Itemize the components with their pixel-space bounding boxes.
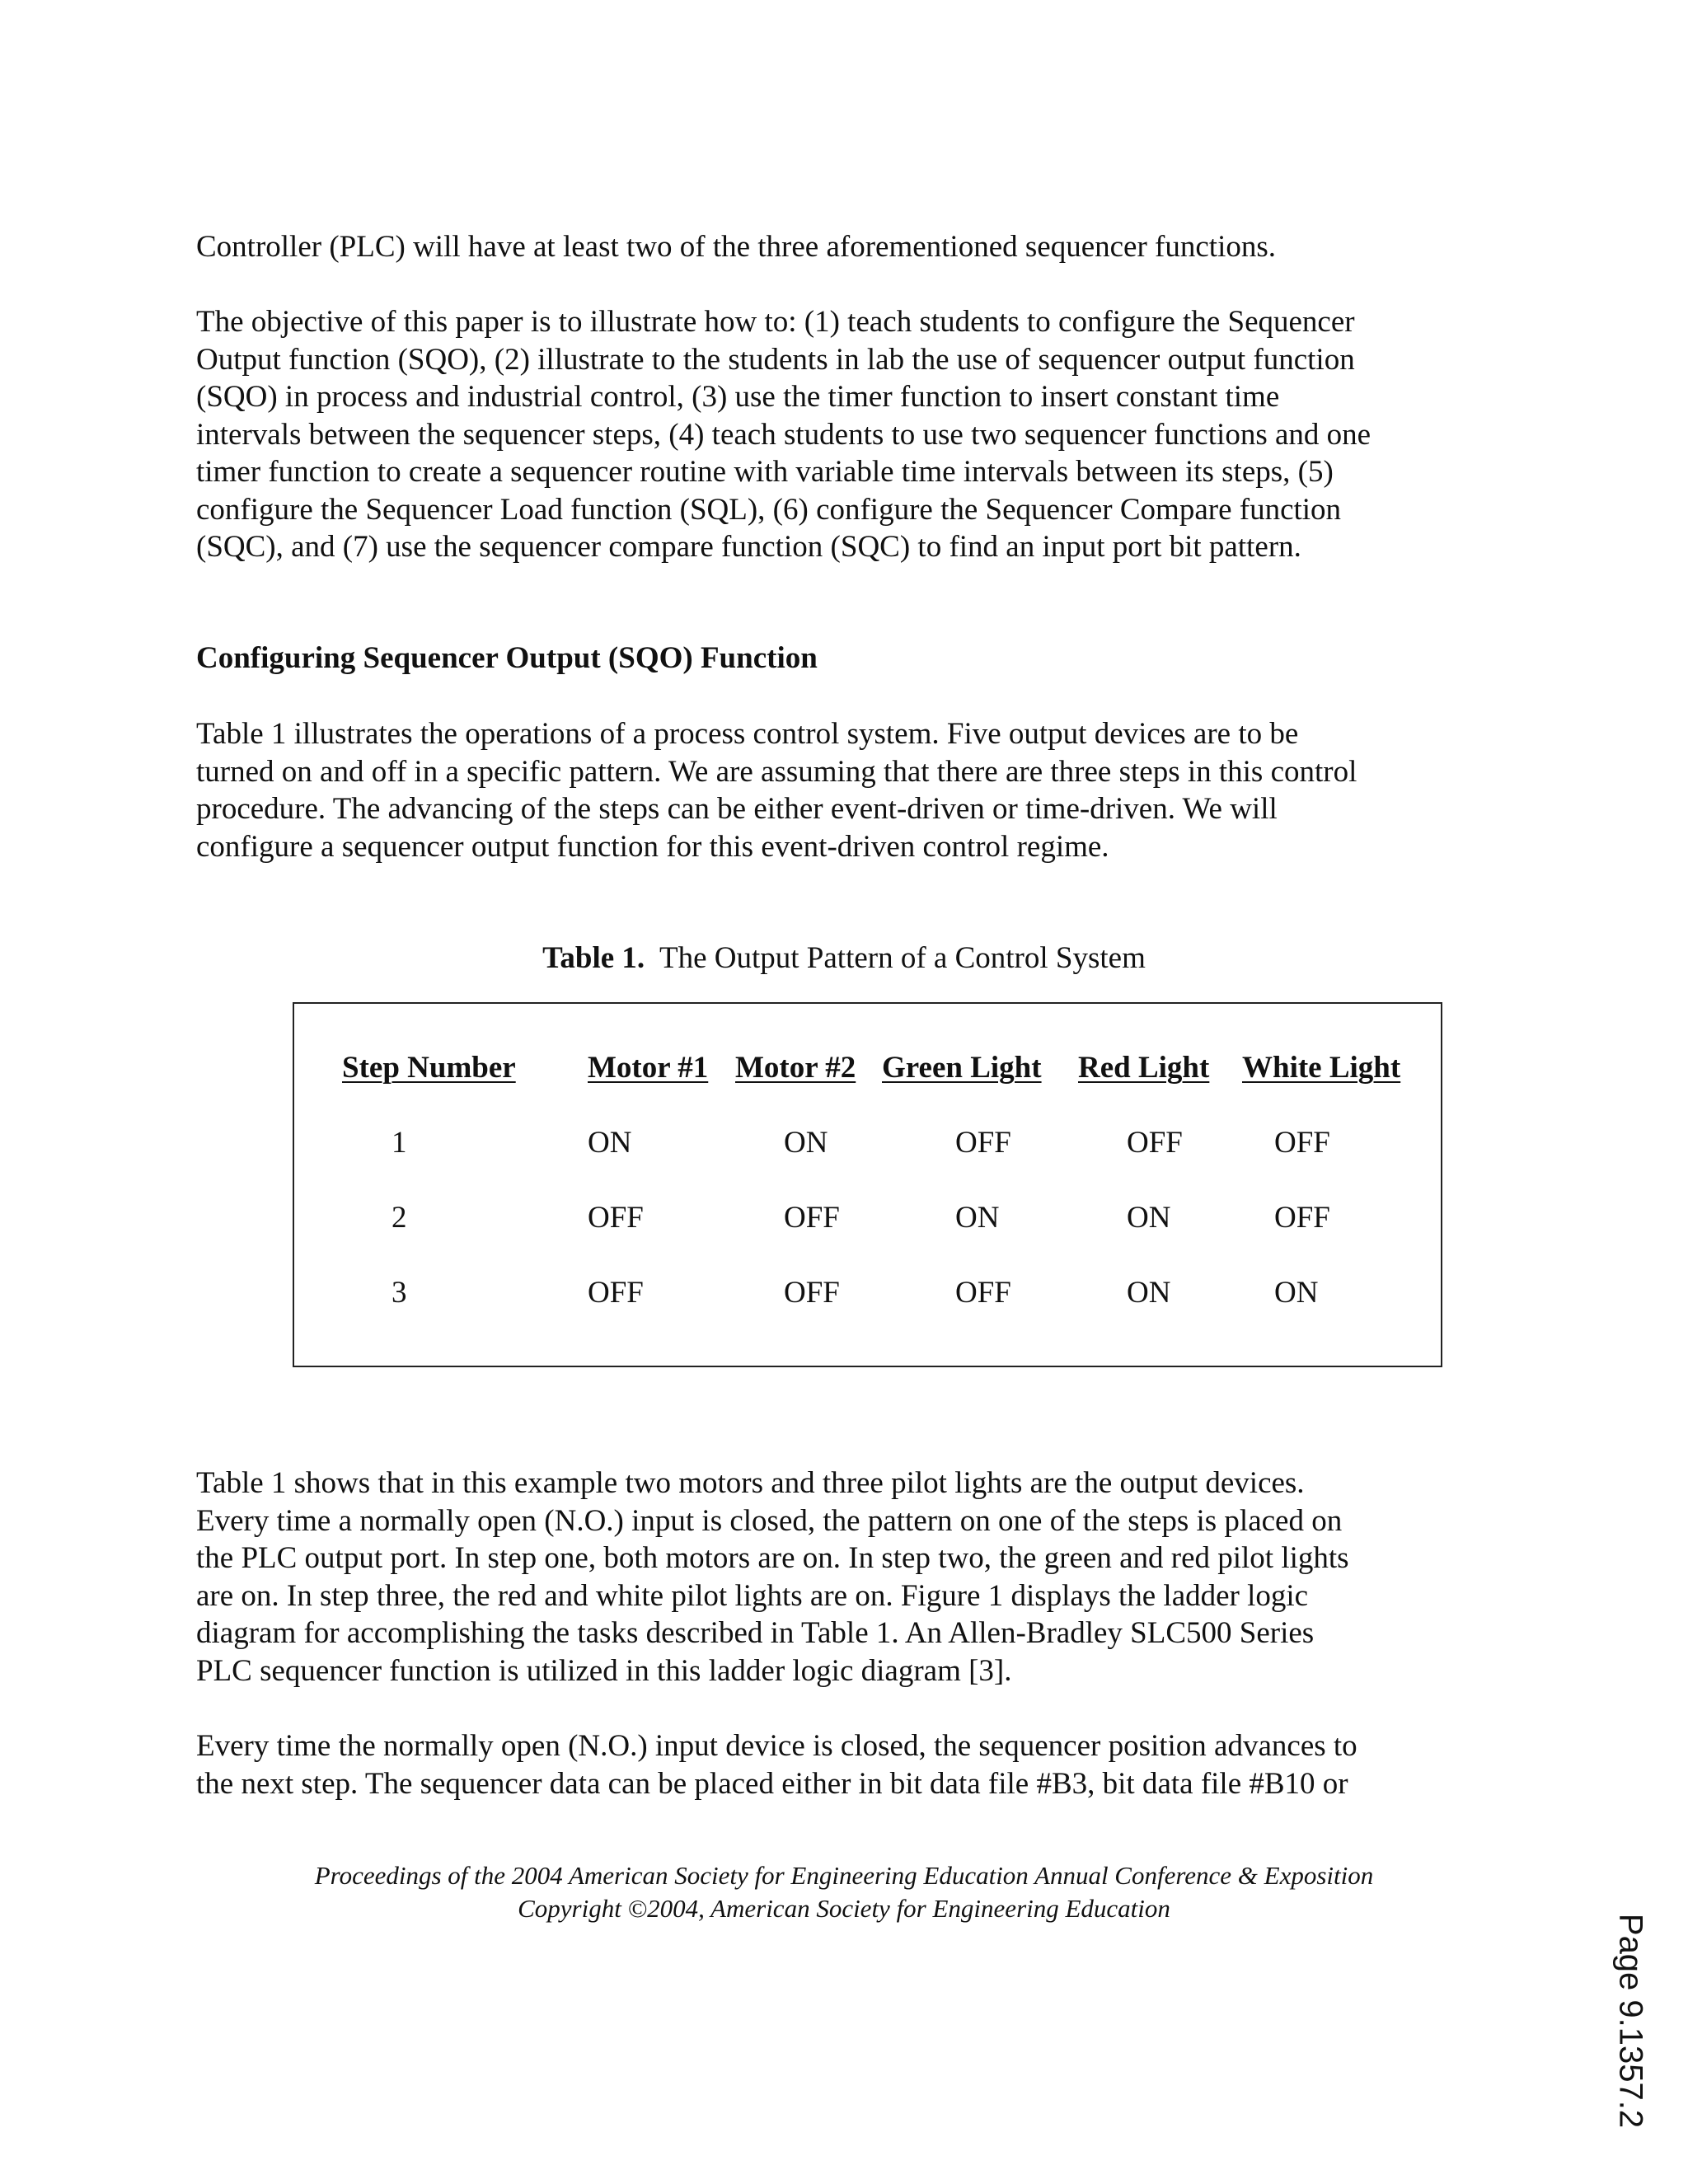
table-cell-green-light: ON	[955, 1201, 1000, 1235]
table-cell-motor-1: OFF	[588, 1201, 644, 1235]
table-caption-text: The Output Pattern of a Control System	[645, 941, 1146, 975]
table-cell-green-light: OFF	[955, 1276, 1011, 1310]
table-cell-green-light: OFF	[955, 1126, 1011, 1160]
table-cell-red-light: OFF	[1127, 1126, 1183, 1160]
table-cell-red-light: ON	[1127, 1276, 1171, 1310]
table-cell-motor-2: ON	[784, 1126, 828, 1160]
table-cell-motor-2: OFF	[784, 1276, 840, 1310]
paragraph-objective: The objective of this paper is to illustrate how to: (1) teach students to configure the Sequencer Output function (SQO), (2) illustrate to the students in lab the use of sequencer output function (SQO) in process and industrial control, (3) use the timer function to insert constant time intervals between the sequencer steps, (4) teach students to use two sequencer functions and one timer function to create a sequencer routine with variable time intervals between its steps, (5) configure the Sequencer Load function (SQL), (6) configure the Sequencer Compare function (SQC), and (7) use the sequencer compare function (SQC) to find an input port bit pattern.	[196, 305, 1372, 564]
table-cell-step: 1	[392, 1126, 407, 1160]
table-header-green-light: Green Light	[882, 1051, 1042, 1085]
table-header-motor-2: Motor #2	[735, 1051, 856, 1085]
table-header-step-number: Step Number	[342, 1051, 516, 1085]
paragraph-intro-continued: Controller (PLC) will have at least two of the three aforementioned sequencer functions.	[196, 230, 1276, 264]
table-cell-step: 3	[392, 1276, 407, 1310]
table-cell-white-light: OFF	[1274, 1201, 1330, 1235]
table-header-white-light: White Light	[1242, 1051, 1401, 1085]
footer-copyright: Copyright ©2004, American Society for Engineering Education	[518, 1894, 1170, 1923]
table-cell-motor-1: ON	[588, 1126, 632, 1160]
table-caption-label: Table 1.	[542, 941, 645, 975]
paragraph-table-explanation: Table 1 shows that in this example two motors and three pilot lights are the output devices. Every time a normally open (N.O.) input is closed, the pattern on one of the steps is placed on the PLC output port. In step one, both motors are on. In step two, the green and red pilot lights are on. In step three, the red and white pilot lights are on. Figure 1 displays the ladder logic diagram for accomplishing the tasks described in Table 1. An Allen-Bradley SLC500 Series PLC sequencer function is utilized in this ladder logic diagram [3].	[196, 1466, 1349, 1688]
table-header-motor-1: Motor #1	[588, 1051, 709, 1085]
paragraph-sequencer-position: Every time the normally open (N.O.) input device is closed, the sequencer position advances to the next step. The sequencer data can be placed either in bit data file #B3, bit data file #B10 or	[196, 1729, 1357, 1801]
table-cell-motor-1: OFF	[588, 1276, 644, 1310]
footer-proceedings: Proceedings of the 2004 American Society for Engineering Education Annual Conference & Exposition	[314, 1861, 1374, 1890]
table-cell-red-light: ON	[1127, 1201, 1171, 1235]
page-number-stamp: Page 9.1357.2	[1612, 1913, 1649, 2129]
table-caption	[0, 940, 1688, 977]
paragraph-table-intro: Table 1 illustrates the operations of a process control system. Five output devices are to be turned on and off in a specific pattern. We are assuming that there are three steps in this control procedure. The advancing of the steps can be either event-driven or time-driven. We will configure a sequencer output function for this event-driven control regime.	[196, 717, 1357, 864]
table-cell-step: 2	[392, 1201, 407, 1235]
table-cell-white-light: ON	[1274, 1276, 1319, 1310]
table-cell-white-light: OFF	[1274, 1126, 1330, 1160]
section-heading: Configuring Sequencer Output (SQO) Function	[196, 641, 818, 675]
table-cell-motor-2: OFF	[784, 1201, 840, 1235]
table-header-red-light: Red Light	[1078, 1051, 1210, 1085]
output-pattern-table	[293, 1002, 1442, 1367]
